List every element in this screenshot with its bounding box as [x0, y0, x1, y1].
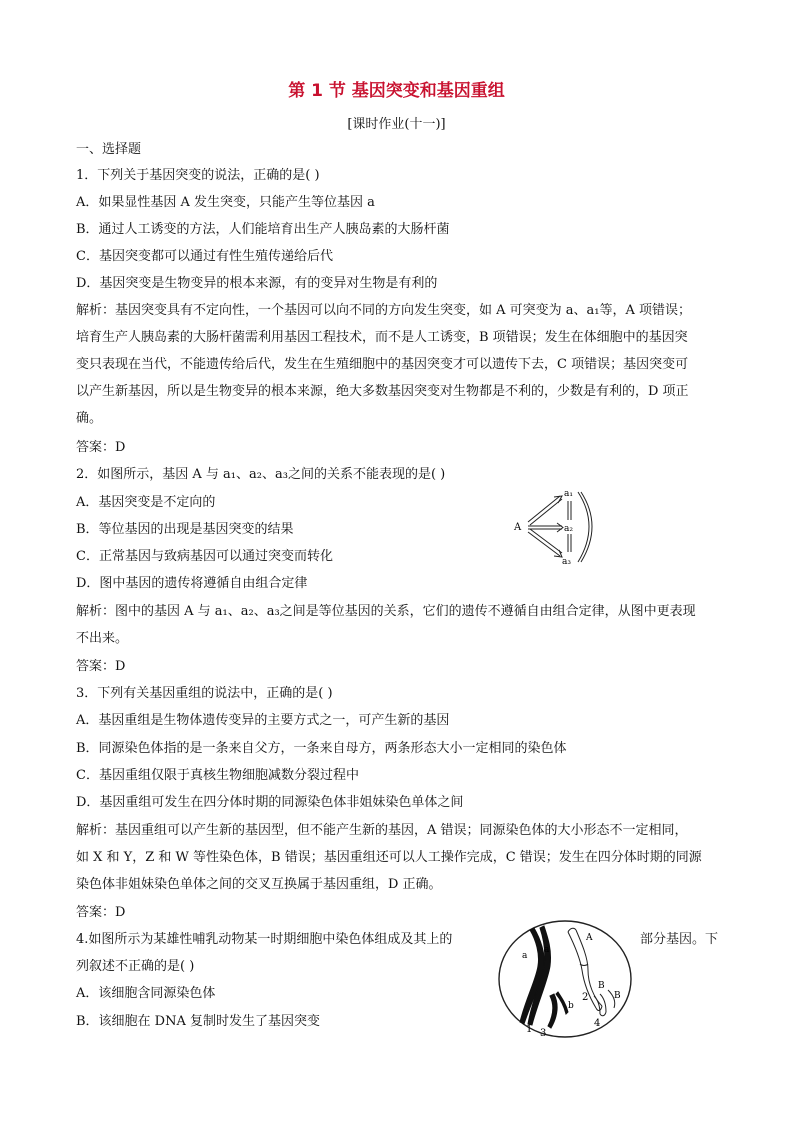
q3-explanation-3: 染色体非姐妹染色单体之间的交叉互换属于基因重组，D 正确。 — [76, 877, 442, 892]
q3-option-c: C．基因重组仅限于真核生物细胞减数分裂过程中 — [76, 768, 359, 783]
q1-option-a: A．如果显性基因 A 发生突变，只能产生等位基因 a — [76, 195, 375, 210]
q1-explanation-1: 解析：基因突变具有不定向性，一个基因可以向不同的方向发生突变，如 A 可突变为 a、a₁等，A 项错误； — [76, 303, 692, 318]
gene-label-a-2: a — [544, 945, 550, 955]
q2-explanation-2: 不出来。 — [76, 631, 129, 646]
q1-stem: 1．下列关于基因突变的说法，正确的是( ) — [76, 168, 320, 183]
q1-explanation-2: 培育生产人胰岛素的大肠杆菌需利用基因工程技术，而不是人工诱变，B 项错误；发生在体细胞中的基因突 — [76, 330, 688, 345]
chromosome-number-3: 3 — [540, 1028, 547, 1039]
page-title: 第 1 节 基因突变和基因重组 — [288, 81, 505, 101]
q1-option-c: C．基因突变都可以通过有性生殖传递给后代 — [76, 249, 333, 264]
q4-option-a: A．该细胞含同源染色体 — [76, 986, 216, 1001]
gene-label-B-2: B — [614, 991, 621, 1001]
q1-explanation-5: 确。 — [76, 411, 103, 426]
q2-option-d: D．图中基因的遗传将遵循自由组合定律 — [76, 576, 308, 591]
q3-answer: 答案：D — [76, 905, 126, 920]
q2-option-b: B．等位基因的出现是基因突变的结果 — [76, 522, 294, 537]
gene-label-b: b — [568, 1001, 574, 1011]
q2-answer: 答案：D — [76, 659, 126, 674]
q1-explanation-3: 变只表现在当代，不能遗传给后代，发生在生殖细胞中的基因突变才可以遗传下去，C 项错误；基因突变可 — [76, 357, 689, 372]
q4-stem-left: 4.如图所示为某雄性哺乳动物某一时期细胞中染色体组成及其上的 — [76, 932, 453, 947]
diagram-label-a3: a₃ — [562, 557, 571, 567]
section-heading: 一、选择题 — [76, 142, 142, 157]
chromosome-number-2: 2 — [582, 992, 589, 1003]
q2-stem: 2．如图所示，基因 A 与 a₁、a₂、a₃之间的关系不能表现的是( ) — [76, 467, 446, 482]
gene-label-a-1: a — [522, 951, 528, 961]
q3-option-a: A．基因重组是生物体遗传变异的主要方式之一，可产生新的基因 — [76, 713, 450, 728]
q4-stem-continued: 列叙述不正确的是( ) — [76, 959, 195, 974]
diagram-label-a2: a₂ — [564, 524, 573, 534]
gene-label-B-1: B — [598, 981, 605, 991]
q1-explanation-4: 以产生新基因，所以是生物变异的根本来源，绝大多数基因突变对生物都是不利的，少数是有利的，D 项正 — [76, 384, 689, 399]
cell-chromosome-diagram — [496, 918, 634, 1040]
gene-mutation-diagram — [508, 484, 600, 570]
q3-option-b: B．同源染色体指的是一条来自父方，一条来自母方，两条形态大小一定相同的染色体 — [76, 741, 567, 756]
q1-answer: 答案：D — [76, 440, 126, 455]
chromosome-number-1: 1 — [526, 1024, 533, 1035]
q2-option-a: A．基因突变是不定向的 — [76, 495, 216, 510]
q3-stem: 3．下列有关基因重组的说法中，正确的是( ) — [76, 686, 333, 701]
page-subtitle: [课时作业(十一)] — [347, 117, 446, 132]
diagram-label-a: A — [514, 522, 522, 533]
gene-label-A: A — [586, 933, 593, 943]
q4-option-b: B．该细胞在 DNA 复制时发生了基因突变 — [76, 1014, 321, 1029]
q1-option-b: B．通过人工诱变的方法，人们能培育出生产人胰岛素的大肠杆菌 — [76, 222, 450, 237]
q3-explanation-1: 解析：基因重组可以产生新的基因型，但不能产生新的基因，A 错误；同源染色体的大小形态不一定相同， — [76, 823, 688, 838]
q4-stem-right: 部分基因。下 — [640, 932, 719, 947]
chromosome-number-4: 4 — [594, 1018, 601, 1029]
q3-explanation-2: 如 X 和 Y，Z 和 W 等性染色体，B 错误；基因重组还可以人工操作完成，C 错误；发生在四分体时期的同源 — [76, 850, 702, 865]
diagram-label-a1: a₁ — [564, 489, 573, 499]
q2-option-c: C．正常基因与致病基因可以通过突变而转化 — [76, 549, 333, 564]
q2-explanation-1: 解析：图中的基因 A 与 a₁、a₂、a₃之间是等位基因的关系，它们的遗传不遵循自由组合定律，从图中更表现 — [76, 604, 696, 619]
q1-option-d: D．基因突变是生物变异的根本来源，有的变异对生物是有利的 — [76, 276, 438, 291]
q3-option-d: D．基因重组可发生在四分体时期的同源染色体非姐妹染色单体之间 — [76, 795, 464, 810]
